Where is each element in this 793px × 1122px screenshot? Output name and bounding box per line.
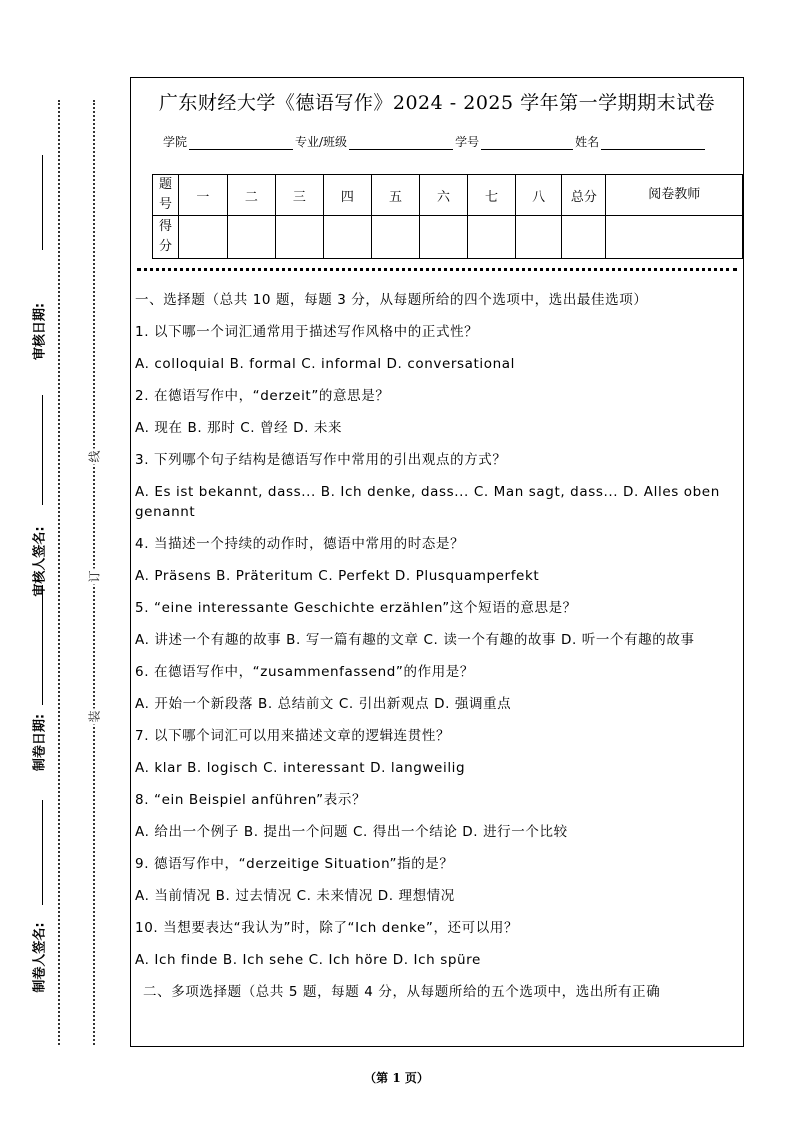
label-paper-date: 制卷日期: (32, 713, 48, 772)
question-3: 3. 下列哪个句子结构是德语写作中常用的引出观点的方式？ (135, 452, 507, 468)
question-5: 5. “eine interessante Geschichte erzählen”这个短语的意思是？ (135, 600, 577, 616)
score-table-row2-label: 得分 (153, 216, 179, 259)
binding-dotted-line-outer (58, 100, 60, 1045)
score-col-8: 八 (515, 175, 561, 216)
question-7: 7. 以下哪个词汇可以用来描述文章的逻辑连贯性？ (135, 728, 451, 744)
question-8-options: A. 给出一个例子 B. 提出一个问题 C. 得出一个结论 D. 进行一个比较 (135, 824, 568, 840)
score-cell-total[interactable] (562, 216, 606, 259)
binding-word-install: 装 (87, 710, 102, 723)
score-cell-3[interactable] (275, 216, 323, 259)
question-list (135, 290, 739, 1014)
field-college-blank[interactable] (189, 137, 293, 150)
score-cell-7[interactable] (467, 216, 515, 259)
question-7-options: A. klar B. logisch C. interessant D. langweilig (135, 760, 466, 776)
section-1-heading: 一、选择题（总共 10 题，每题 3 分，从每题所给的四个选项中，选出最佳选项） (135, 292, 648, 308)
binding-word-bind: 订 (87, 570, 102, 583)
question-10: 10. 当想要表达“我认为”时，除了“Ich denke”，还可以用？ (135, 920, 519, 936)
field-name-blank[interactable] (601, 137, 705, 150)
question-5-options: A. 讲述一个有趣的故事 B. 写一篇有趣的文章 C. 读一个有趣的故事 D. 听一个有趣的故事 (135, 632, 695, 648)
field-id-blank[interactable] (481, 137, 573, 150)
score-cell-1[interactable] (178, 216, 227, 259)
score-cell-2[interactable] (227, 216, 275, 259)
question-10-options: A. Ich finde B. Ich sehe C. Ich höre D. Ich spüre (135, 952, 481, 968)
question-9: 9. 德语写作中，“derzeitige Situation”指的是？ (135, 856, 454, 872)
signature-line-paper-maker (42, 800, 43, 905)
score-table-header-row (153, 175, 743, 216)
dotted-separator (137, 268, 737, 271)
question-6: 6. 在德语写作中，“zusammenfassend”的作用是？ (135, 664, 474, 680)
question-1: 1. 以下哪一个词汇通常用于描述写作风格中的正式性？ (135, 324, 479, 340)
question-3-options: A. Es ist bekannt, dass... B. Ich denke, dass... C. Man sagt, dass... D. Alles oben genannt (135, 484, 720, 520)
field-id-label: 学号 (455, 135, 480, 149)
label-paper-maker-signature: 制卷人签名: (32, 922, 48, 993)
score-col-2: 二 (227, 175, 275, 216)
question-4: 4. 当描述一个持续的动作时，德语中常用的时态是？ (135, 536, 465, 552)
score-cell-6[interactable] (419, 216, 467, 259)
score-cell-5[interactable] (371, 216, 419, 259)
question-9-options: A. 当前情况 B. 过去情况 C. 未来情况 D. 理想情况 (135, 888, 455, 904)
signature-line-reviewer (42, 395, 43, 505)
question-6-options: A. 开始一个新段落 B. 总结前文 C. 引出新观点 D. 强调重点 (135, 696, 512, 712)
score-table (152, 174, 743, 259)
page-number: （第 1 页） (364, 1071, 429, 1085)
exam-title: 广东财经大学《德语写作》2024 - 2025 学年第一学期期末试卷 (158, 92, 716, 114)
binding-word-line: 线 (87, 450, 102, 463)
field-name-label: 姓名 (575, 135, 600, 149)
score-table-row1-label: 题号 (153, 175, 179, 216)
score-table-score-row (153, 216, 743, 259)
score-col-3: 三 (275, 175, 323, 216)
label-reviewer-signature: 审核人签名: (32, 526, 48, 597)
student-info-line (163, 133, 707, 150)
score-col-4: 四 (323, 175, 371, 216)
score-col-total: 总分 (562, 175, 606, 216)
label-review-date: 审核日期: (32, 302, 48, 361)
score-col-1: 一 (178, 175, 227, 216)
question-2: 2. 在德语写作中，“derzeit”的意思是？ (135, 388, 390, 404)
score-cell-4[interactable] (323, 216, 371, 259)
field-college-label: 学院 (163, 135, 188, 149)
question-2-options: A. 现在 B. 那时 C. 曾经 D. 未来 (135, 420, 343, 436)
question-4-options: A. Präsens B. Präteritum C. Perfekt D. Plusquamperfekt (135, 568, 540, 584)
score-col-7: 七 (467, 175, 515, 216)
signature-line-review-date (42, 155, 43, 250)
score-col-6: 六 (419, 175, 467, 216)
score-cell-grader[interactable] (606, 216, 743, 259)
field-major-blank[interactable] (349, 137, 453, 150)
question-8: 8. “ein Beispiel anführen”表示？ (135, 792, 367, 808)
exam-frame (130, 77, 744, 1047)
score-col-grader: 阅卷教师 (606, 175, 743, 216)
score-col-5: 五 (371, 175, 419, 216)
section-2-heading: 二、多项选择题（总共 5 题，每题 4 分，从每题所给的五个选项中，选出所有正确 (143, 984, 661, 1000)
score-cell-8[interactable] (515, 216, 561, 259)
question-1-options: A. colloquial B. formal C. informal D. conversational (135, 356, 516, 372)
field-major-label: 专业/班级 (295, 135, 348, 149)
